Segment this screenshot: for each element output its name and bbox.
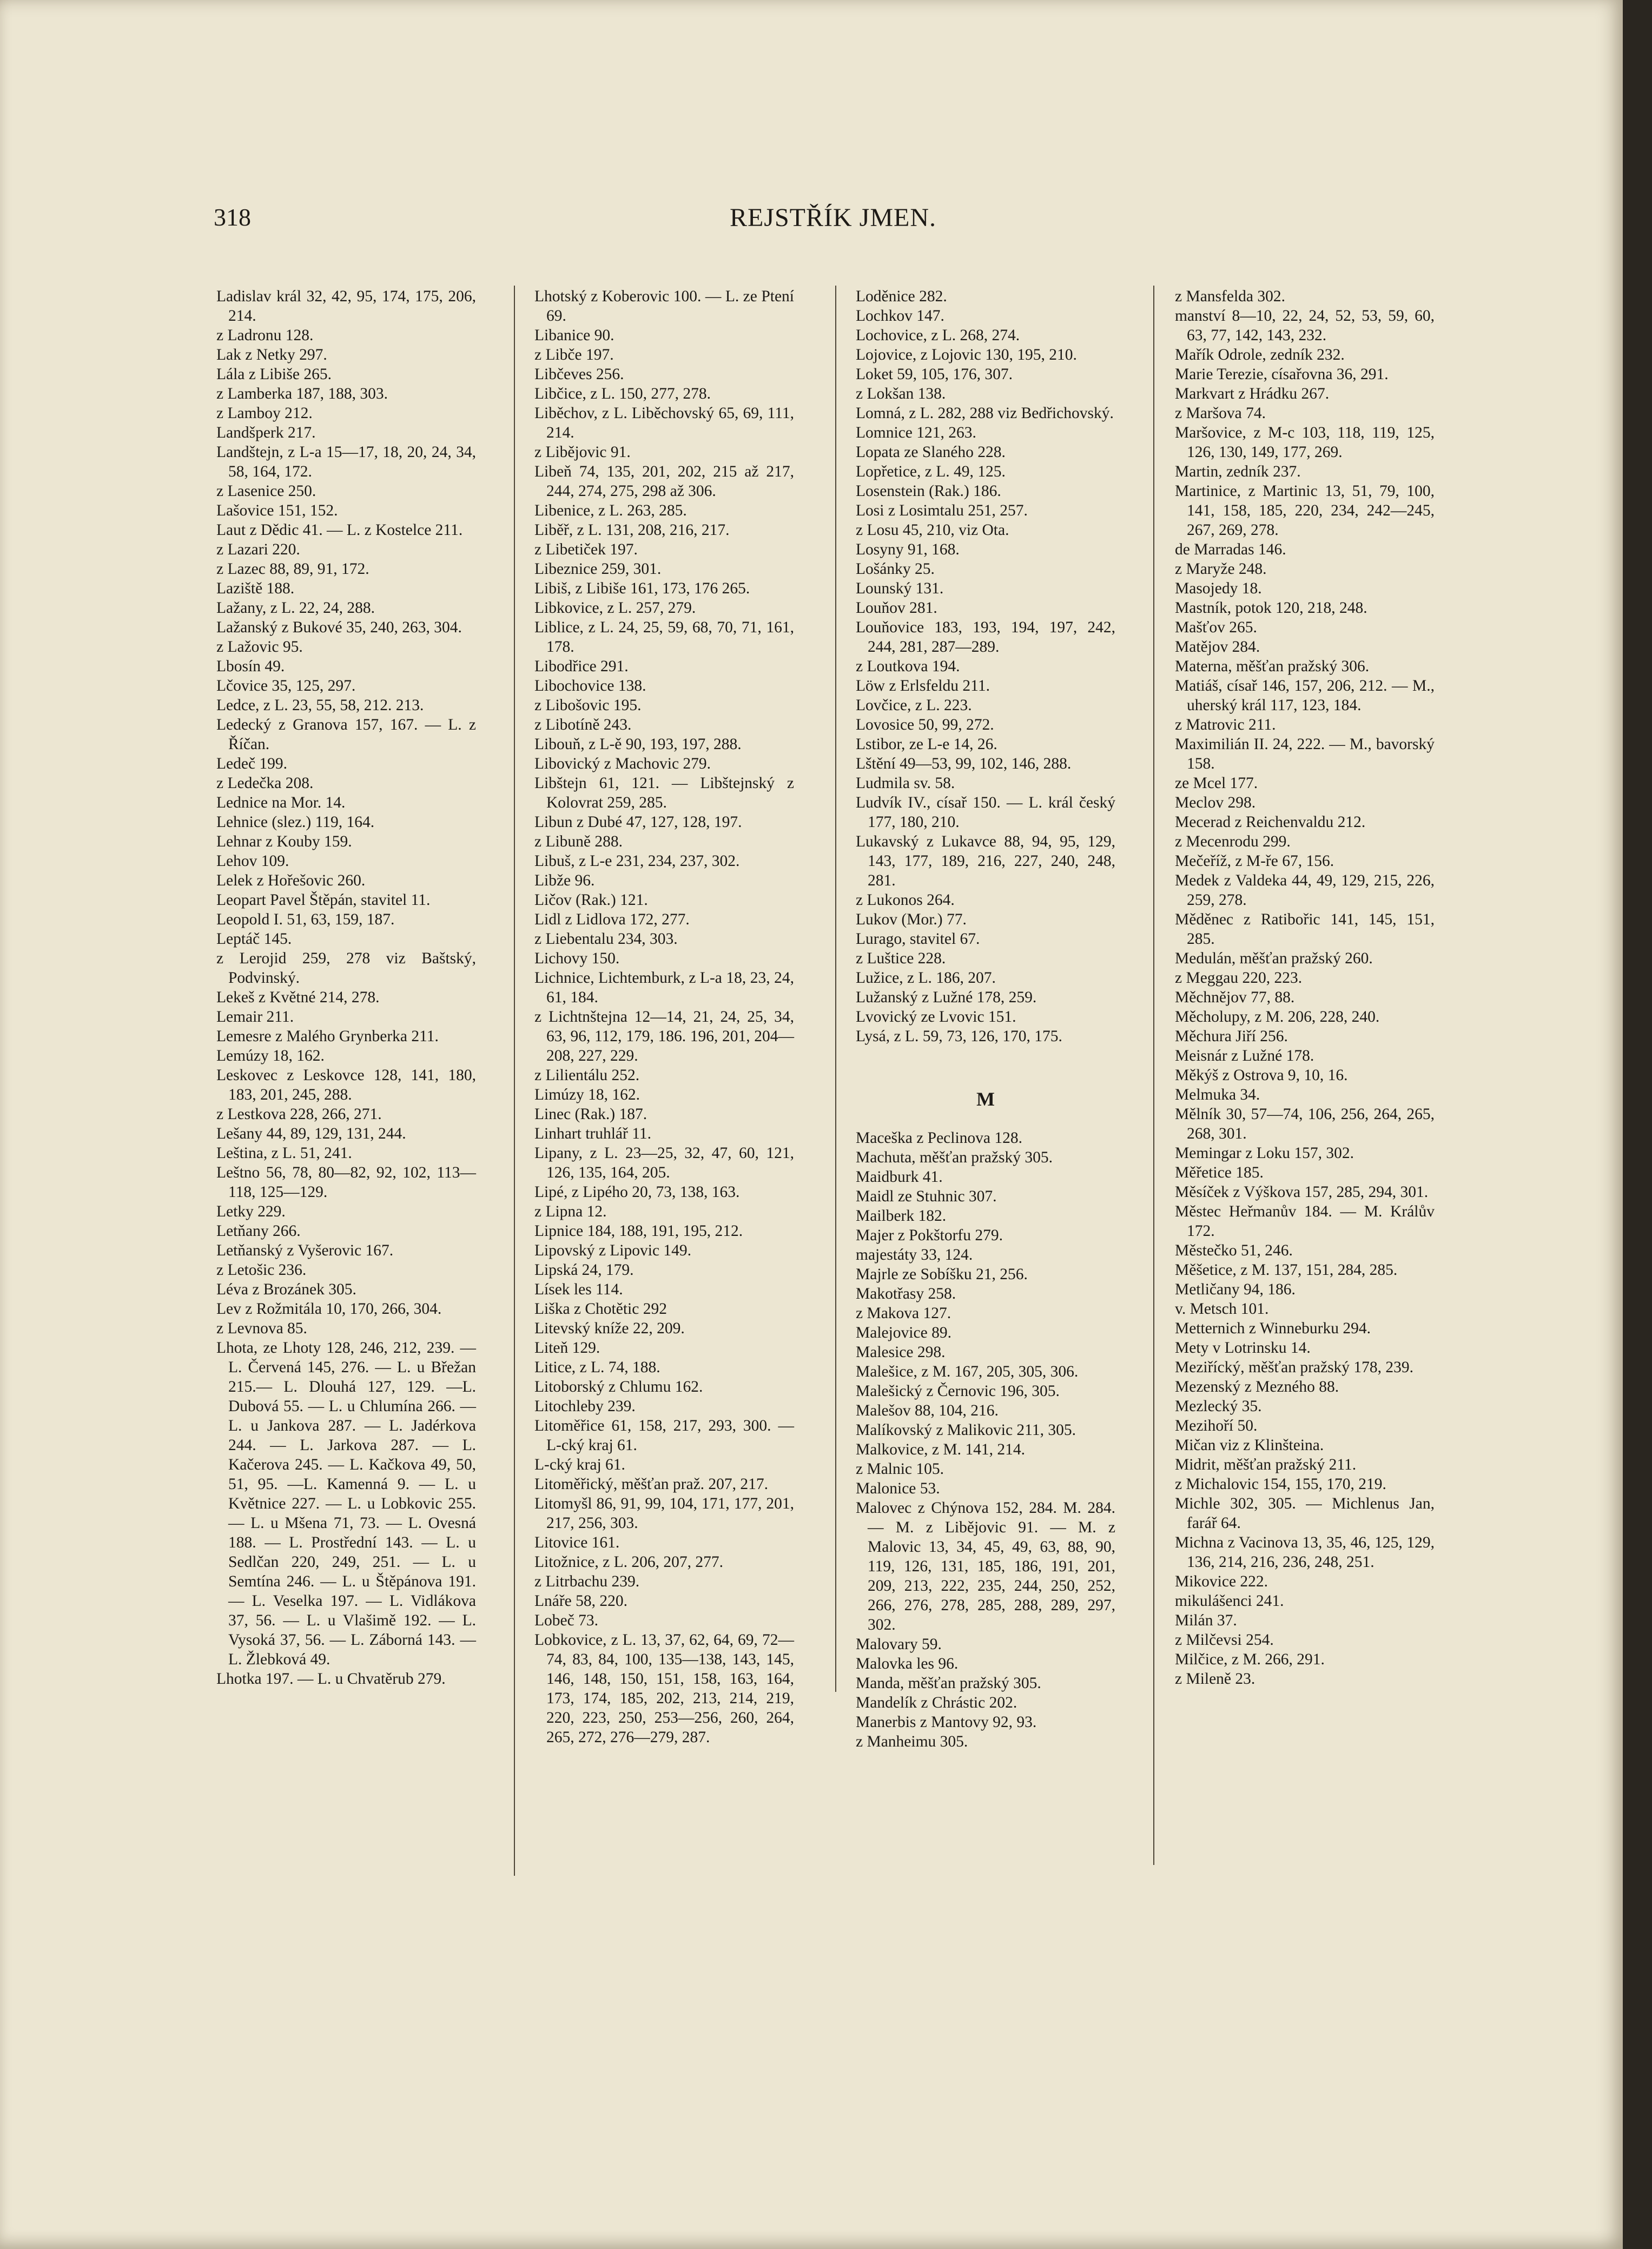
index-entry: Lovosice 50, 99, 272. <box>856 716 994 733</box>
index-entry: Lipnice 184, 188, 191, 195, 212. <box>534 1222 743 1240</box>
index-entry: Malovka les 96. <box>856 1655 959 1672</box>
index-entry: Michle 302, 305. — Michlenus Jan, farář 64. <box>1175 1495 1435 1532</box>
index-entry: Lužanský z Lužné 178, 259. <box>856 989 1037 1006</box>
index-entry: Lstibor, ze L-e 14, 26. <box>856 736 997 753</box>
index-entry: Libčeves 256. <box>534 366 624 383</box>
index-entry: Lála z Libiše 265. <box>216 366 332 383</box>
index-entry: Leopold I. 51, 63, 159, 187. <box>216 911 395 928</box>
index-entry: Ledeč 199. <box>216 755 288 772</box>
index-entry: Linhart truhlář 11. <box>534 1125 651 1142</box>
index-entry: Mičan viz z Klinšteina. <box>1175 1437 1324 1454</box>
index-entry: Lekeš z Květné 214, 278. <box>216 989 380 1006</box>
index-entry: Metličany 94, 186. <box>1175 1281 1296 1298</box>
index-entry: z Lukonos 264. <box>856 891 955 909</box>
index-entry: Lhota, ze Lhoty 128, 246, 212, 239. — L. Červená 145, 276. — L. u Břežan 215.— L. Dlouhá 127, 129. —L. Dubová 55. — L. u Chlumína 266. — L. u Jankova 287. — L. Jadérkova 244. — L. Jarkova 287. — L. Kačerova 245. — L. Kačkova 49, 50, 51, 95. —L. Kamenná 9. — L. u Květnice 227. — L. u Lobkovic 255. — L. u Mšena 71, 73. — L. Ovesná 188. — L. Prostřední 143. — L. u Sedlčan 220, 249, 251. — L. u Semtína 246. — L. u Štěpánova 191. — L. Veselka 197. — L. Vidlákova 37, 56. — L. u Vlašimě 192. — L. Vysoká 37, 56. — L. Záborná 143. — L. Žlebková 49. <box>216 1339 476 1668</box>
index-column-4 <box>1175 287 1435 1689</box>
index-entry: Lešany 44, 89, 129, 131, 244. <box>216 1125 406 1142</box>
index-entry: Liběř, z L. 131, 208, 216, 217. <box>534 521 730 539</box>
index-entry: Litochleby 239. <box>534 1398 636 1415</box>
index-entry: Letňany 266. <box>216 1222 301 1240</box>
index-entry: Lobeč 73. <box>534 1612 598 1629</box>
index-entry: z Liebentalu 234, 303. <box>534 930 678 948</box>
index-entry: Limúzy 18, 162. <box>534 1086 640 1103</box>
index-entry: Landštejn, z L-a 15—17, 18, 20, 24, 34, 58, 164, 172. <box>216 444 476 480</box>
index-entry: Lehnar z Kouby 159. <box>216 833 352 850</box>
index-entry: Marie Terezie, císařovna 36, 291. <box>1175 366 1389 383</box>
index-entry: Měkýš z Ostrova 9, 10, 16. <box>1175 1067 1348 1084</box>
index-entry: Lelek z Hořešovic 260. <box>216 872 366 889</box>
index-entry: Landšperk 217. <box>216 424 316 441</box>
index-entry: z Libotíně 243. <box>534 716 632 733</box>
index-entry: Lažanský z Bukové 35, 240, 263, 304. <box>216 619 462 636</box>
index-entry: Libouň, z L-ě 90, 193, 197, 288. <box>534 736 742 753</box>
page-header <box>214 203 1452 241</box>
index-entry: Mandelík z Chrástic 202. <box>856 1694 1017 1711</box>
index-entry: z Lažovic 95. <box>216 638 303 656</box>
index-entry: Martin, zedník 237. <box>1175 463 1301 480</box>
index-entry: Měchnějov 77, 88. <box>1175 989 1295 1006</box>
index-entry: Lomnice 121, 263. <box>856 424 976 441</box>
index-entry: Ladislav král 32, 42, 95, 174, 175, 206, 214. <box>216 288 476 325</box>
index-entry: Leptáč 145. <box>216 930 292 948</box>
index-entry: Malonice 53. <box>856 1480 940 1497</box>
index-entry: Mastník, potok 120, 218, 248. <box>1175 599 1367 617</box>
index-entry: Lochovice, z L. 268, 274. <box>856 327 1020 344</box>
column-divider <box>514 286 515 1876</box>
index-entry: Lemesre z Malého Grynberka 211. <box>216 1028 439 1045</box>
index-entry: Liteň 129. <box>534 1339 600 1357</box>
section-letter: M <box>976 1088 995 1110</box>
index-entry: Leskovec z Leskovce 128, 141, 180, 183, 201, 245, 288. <box>216 1067 476 1103</box>
index-entry: Libuš, z L-e 231, 234, 237, 302. <box>534 852 740 870</box>
index-entry: z Loutkova 194. <box>856 658 960 675</box>
index-entry: Léva z Brozánek 305. <box>216 1281 356 1298</box>
index-entry: Martinice, z Martinic 13, 51, 79, 100, 141, 158, 185, 220, 234, 242—245, 267, 269, 278. <box>1175 482 1435 539</box>
index-entry: Lidl z Lidlova 172, 277. <box>534 911 690 928</box>
index-entry: Lehnice (slez.) 119, 164. <box>216 813 375 831</box>
index-column-2 <box>534 287 794 1747</box>
index-entry: Mezlecký 35. <box>1175 1398 1262 1415</box>
index-entry: Melmuka 34. <box>1175 1086 1260 1103</box>
index-entry: Libenice, z L. 263, 285. <box>534 502 687 519</box>
index-entry: Mečeříž, z M-ře 67, 156. <box>1175 852 1334 870</box>
index-entry: Leština, z L. 51, 241. <box>216 1145 352 1162</box>
index-entry: Malešice, z M. 167, 205, 305, 306. <box>856 1363 1079 1380</box>
index-entry: Malesice 298. <box>856 1344 946 1361</box>
index-entry: Linec (Rak.) 187. <box>534 1106 647 1123</box>
index-entry: majestáty 33, 124. <box>856 1246 973 1264</box>
index-entry: Lounský 131. <box>856 580 944 597</box>
index-entry: Lichnice, Lichtemburk, z L-a 18, 23, 24, 61, 184. <box>534 969 794 1006</box>
index-entry: Maidl ze Stuhnic 307. <box>856 1188 997 1205</box>
index-entry: z Matrovic 211. <box>1175 716 1276 733</box>
index-entry: Mezenský z Mezného 88. <box>1175 1378 1339 1395</box>
index-entry: Lojovice, z Lojovic 130, 195, 210. <box>856 346 1077 363</box>
index-entry: Milán 37. <box>1175 1612 1237 1629</box>
index-entry: Ličov (Rak.) 121. <box>534 891 648 909</box>
column-divider <box>835 286 836 1692</box>
index-entry: z Mecenrodu 299. <box>1175 833 1291 850</box>
index-entry: Majrle ze Sobíšku 21, 256. <box>856 1266 1028 1283</box>
index-entry: Michna z Vacinova 13, 35, 46, 125, 129, 136, 214, 216, 236, 248, 251. <box>1175 1534 1435 1571</box>
index-column-3-m-entries <box>856 1128 1115 1751</box>
index-entry: Lopata ze Slaného 228. <box>856 444 1006 461</box>
index-entry: z Lazari 220. <box>216 541 300 558</box>
index-entry: Louňov 281. <box>856 599 937 617</box>
index-entry: Matějov 284. <box>1175 638 1260 656</box>
index-entry: z Lilientálu 252. <box>534 1067 640 1084</box>
index-entry: Litomyšl 86, 91, 99, 104, 171, 177, 201, 217, 256, 303. <box>534 1495 794 1532</box>
index-entry: Litice, z L. 74, 188. <box>534 1359 660 1376</box>
index-entry: Ludvík IV., císař 150. — L. král český 177, 180, 210. <box>856 794 1115 831</box>
index-entry: Lichovy 150. <box>534 950 620 967</box>
index-entry: Lipská 24, 179. <box>534 1261 634 1279</box>
index-entry: Ledce, z L. 23, 55, 58, 212. 213. <box>216 697 424 714</box>
index-entry: Lomná, z L. 282, 288 viz Bedřichovský. <box>856 405 1114 422</box>
index-entry: Lužice, z L. 186, 207. <box>856 969 996 987</box>
index-entry: Löw z Erlsfeldu 211. <box>856 677 990 694</box>
index-entry: Měcholupy, z M. 206, 228, 240. <box>1175 1008 1380 1026</box>
index-entry: Lhotský z Koberovic 100. — L. ze Ptení 69. <box>534 288 794 325</box>
index-entry: Matiáš, císař 146, 157, 206, 212. — M., uherský král 117, 123, 184. <box>1175 677 1435 714</box>
index-entry: Lukov (Mor.) 77. <box>856 911 967 928</box>
index-entry: z Lamberka 187, 188, 303. <box>216 385 388 402</box>
index-entry: Mikovice 222. <box>1175 1573 1268 1590</box>
index-entry: Libiš, z Libiše 161, 173, 176 265. <box>534 580 750 597</box>
index-entry: Litožnice, z L. 206, 207, 277. <box>534 1553 724 1571</box>
index-entry: Malovary 59. <box>856 1636 942 1653</box>
index-entry: z Levnova 85. <box>216 1320 307 1337</box>
index-entry: z Ladronu 128. <box>216 327 314 344</box>
index-entry: Malešický z Černovic 196, 305. <box>856 1383 1060 1400</box>
index-entry: Lipovský z Lipovic 149. <box>534 1242 692 1259</box>
index-entry: Lopřetice, z L. 49, 125. <box>856 463 1006 480</box>
index-entry: z Meggau 220, 223. <box>1175 969 1303 987</box>
index-entry: Mašťov 265. <box>1175 619 1257 636</box>
index-entry: Litoměřický, měšťan praž. 207, 217. <box>534 1476 769 1493</box>
index-entry: Litoborský z Chlumu 162. <box>534 1378 703 1395</box>
index-entry: Libanice 90. <box>534 327 614 344</box>
index-entry: Laut z Dědic 41. — L. z Kostelce 211. <box>216 521 463 539</box>
index-entry: Lošánky 25. <box>856 560 935 578</box>
index-entry: z Libošovic 195. <box>534 697 642 714</box>
index-entry: Malešov 88, 104, 216. <box>856 1402 999 1419</box>
index-entry: Liběchov, z L. Liběchovský 65, 69, 111, 214. <box>534 405 794 441</box>
index-entry: Meisnár z Lužné 178. <box>1175 1047 1314 1064</box>
index-entry: Lipany, z L. 23—25, 32, 47, 60, 121, 126, 135, 164, 205. <box>534 1145 794 1181</box>
index-entry: z Lerojid 259, 278 viz Baštský, Podvinský. <box>216 950 476 987</box>
index-entry: Měšetice, z M. 137, 151, 284, 285. <box>1175 1261 1398 1279</box>
index-entry: Losi z Losimtalu 251, 257. <box>856 502 1028 519</box>
index-entry: Malkovice, z M. 141, 214. <box>856 1441 1025 1458</box>
index-entry: Malíkovský z Malikovic 211, 305. <box>856 1421 1076 1439</box>
index-entry: Ledecký z Granova 157, 167. — L. z Říčan. <box>216 716 476 753</box>
index-entry: de Marradas 146. <box>1175 541 1286 558</box>
index-entry: Materna, měšťan pražský 306. <box>1175 658 1370 675</box>
index-entry: Libeznice 259, 301. <box>534 560 662 578</box>
index-entry: Meziřícký, měšťan pražský 178, 239. <box>1175 1359 1414 1376</box>
index-entry: z Libče 197. <box>534 346 614 363</box>
index-entry: Letňanský z Vyšerovic 167. <box>216 1242 394 1259</box>
running-title: REJSTŘÍK JMEN. <box>729 203 937 232</box>
index-entry: Midrit, měšťan pražský 211. <box>1175 1456 1357 1473</box>
index-entry: L-cký kraj 61. <box>534 1456 625 1473</box>
index-entry: Metternich z Winneburku 294. <box>1175 1320 1371 1337</box>
index-entry: z Makova 127. <box>856 1305 951 1322</box>
index-entry: Losenstein (Rak.) 186. <box>856 482 1001 500</box>
index-entry: Lvovický ze Lvovic 151. <box>856 1008 1016 1026</box>
index-entry: Lštění 49—53, 99, 102, 146, 288. <box>856 755 1072 772</box>
index-entry: Libštejn 61, 121. — Libštejnský z Kolovrat 259, 285. <box>534 775 794 811</box>
index-entry: Městec Heřmanův 184. — M. Králův 172. <box>1175 1203 1435 1240</box>
index-entry: z Maryže 248. <box>1175 560 1267 578</box>
index-entry: Lísek les 114. <box>534 1281 623 1298</box>
index-entry: z Mansfelda 302. <box>1175 288 1285 305</box>
index-entry: Leštno 56, 78, 80—82, 92, 102, 113—118, 125—129. <box>216 1164 476 1201</box>
index-entry: Lašovice 151, 152. <box>216 502 338 519</box>
index-entry: Libun z Dubé 47, 127, 128, 197. <box>534 813 742 831</box>
index-entry: z Malnic 105. <box>856 1460 944 1478</box>
index-entry: Manerbis z Mantovy 92, 93. <box>856 1714 1037 1731</box>
index-entry: Libkovice, z L. 257, 279. <box>534 599 696 617</box>
index-entry: v. Metsch 101. <box>1175 1300 1269 1318</box>
index-entry: Masojedy 18. <box>1175 580 1262 597</box>
index-entry: z Mileně 23. <box>1175 1670 1255 1688</box>
index-entry: Maidburk 41. <box>856 1168 943 1186</box>
index-entry: Manda, měšťan pražský 305. <box>856 1675 1041 1692</box>
index-entry: z Luštice 228. <box>856 950 946 967</box>
index-entry: Maximilián II. 24, 222. — M., bavorský 158. <box>1175 736 1435 772</box>
index-entry: Lemair 211. <box>216 1008 294 1026</box>
index-entry: z Ledečka 208. <box>216 775 314 792</box>
index-entry: Měsíček z Výškova 157, 285, 294, 301. <box>1175 1183 1429 1201</box>
index-entry: Lhotka 197. — L. u Chvatěrub 279. <box>216 1670 446 1688</box>
index-entry: Lobkovice, z L. 13, 37, 62, 64, 69, 72—74, 83, 84, 100, 135—138, 143, 145, 146, 148, 150, 151, 158, 163, 164, 173, 174, 185, 202, 213, 214, 219, 220, 223, 250, 253—256, 260, 264, 265, 272, 276—279, 287. <box>534 1631 794 1746</box>
index-entry: Losyny 91, 168. <box>856 541 960 558</box>
index-entry: Mařík Odrole, zedník 232. <box>1175 346 1345 363</box>
index-entry: z Manheimu 305. <box>856 1733 968 1750</box>
index-entry: Litoměřice 61, 158, 217, 293, 300. — L-cký kraj 61. <box>534 1417 794 1454</box>
page-number: 318 <box>214 203 251 231</box>
index-entry: Loket 59, 105, 176, 307. <box>856 366 1013 383</box>
index-entry: Mailberk 182. <box>856 1207 947 1225</box>
index-entry: Lochkov 147. <box>856 307 944 325</box>
index-entry: Lažany, z L. 22, 24, 288. <box>216 599 375 617</box>
index-entry: Lysá, z L. 59, 73, 126, 170, 175. <box>856 1028 1062 1045</box>
index-column-3-l-entries <box>856 287 1115 1046</box>
index-entry: Lčovice 35, 125, 297. <box>216 677 356 694</box>
index-entry: Lurago, stavitel 67. <box>856 930 980 948</box>
index-entry: Makotřasy 258. <box>856 1285 956 1302</box>
index-entry: z Lokšan 138. <box>856 385 946 402</box>
index-entry: Litovice 161. <box>534 1534 620 1551</box>
index-entry: z Litrbachu 239. <box>534 1573 640 1590</box>
index-entry: Mety v Lotrinsku 14. <box>1175 1339 1311 1357</box>
index-entry: Libochovice 138. <box>534 677 646 694</box>
index-entry: Libže 96. <box>534 872 595 889</box>
index-entry: Meclov 298. <box>1175 794 1256 811</box>
index-entry: Lednice na Mor. 14. <box>216 794 346 811</box>
index-entry: Milčice, z M. 266, 291. <box>1175 1651 1325 1668</box>
index-entry: Louňovice 183, 193, 194, 197, 242, 244, 281, 287—289. <box>856 619 1115 656</box>
index-entry: Libeň 74, 135, 201, 202, 215 až 217, 244, 274, 275, 298 až 306. <box>534 463 794 500</box>
index-entry: Mělník 30, 57—74, 106, 256, 264, 265, 268, 301. <box>1175 1106 1435 1142</box>
index-entry: Majer z Pokštorfu 279. <box>856 1227 1003 1244</box>
index-entry: z Michalovic 154, 155, 170, 219. <box>1175 1476 1386 1493</box>
index-entry: Malovec z Chýnova 152, 284. M. 284. — M. z Libějovic 91. — M. z Malovic 13, 34, 45, 49, 63, 88, 90, 119, 126, 131, 185, 186, 191, 201, 209, 213, 222, 235, 244, 250, 252, 266, 276, 278, 285, 288, 289, 297, 302. <box>856 1499 1115 1633</box>
index-entry: Lovčice, z L. 223. <box>856 697 972 714</box>
index-entry: Ludmila sv. 58. <box>856 775 955 792</box>
index-entry: Markvart z Hrádku 267. <box>1175 385 1330 402</box>
index-entry: Maceška z Peclinova 128. <box>856 1129 1023 1147</box>
index-entry: z Letošic 236. <box>216 1261 307 1279</box>
index-entry: z Lamboy 212. <box>216 405 313 422</box>
index-entry: Liblice, z L. 24, 25, 59, 68, 70, 71, 161, 178. <box>534 619 794 656</box>
index-entry: Lnáře 58, 220. <box>534 1592 628 1610</box>
index-entry: Litevský kníže 22, 209. <box>534 1320 685 1337</box>
index-entry: z Lipna 12. <box>534 1203 607 1220</box>
index-column-1 <box>216 287 476 1689</box>
index-entry: Loděnice 282. <box>856 288 947 305</box>
index-entry: ze Mcel 177. <box>1175 775 1258 792</box>
index-column-3 <box>856 287 1115 1751</box>
index-entry: Leopart Pavel Štěpán, stavitel 11. <box>216 891 431 909</box>
index-entry: Malejovice 89. <box>856 1324 951 1341</box>
index-entry: Maršovice, z M-c 103, 118, 119, 125, 126, 130, 149, 177, 269. <box>1175 424 1435 461</box>
index-entry: Měřetice 185. <box>1175 1164 1264 1181</box>
index-entry: Mezihoří 50. <box>1175 1417 1258 1434</box>
index-entry: Medek z Valdeka 44, 49, 129, 215, 226, 259, 278. <box>1175 872 1435 909</box>
index-entry: Lukavský z Lukavce 88, 94, 95, 129, 143, 177, 189, 216, 227, 240, 248, 281. <box>856 833 1115 889</box>
index-entry: Libčice, z L. 150, 277, 278. <box>534 385 711 402</box>
index-entry: Mecerad z Reichenvaldu 212. <box>1175 813 1366 831</box>
index-entry: z Libetiček 197. <box>534 541 638 558</box>
index-entry: z Milčevsi 254. <box>1175 1631 1274 1649</box>
index-entry: Lbosín 49. <box>216 658 285 675</box>
column-divider <box>1153 286 1154 1865</box>
index-entry: z Libuně 288. <box>534 833 623 850</box>
index-entry: z Lasenice 250. <box>216 482 316 500</box>
index-entry: Lak z Netky 297. <box>216 346 327 363</box>
index-entry: Memingar z Loku 157, 302. <box>1175 1145 1354 1162</box>
index-entry: z Lichtnštejna 12—14, 21, 24, 25, 34, 63, 96, 112, 179, 186. 196, 201, 204—208, 227, 229. <box>534 1008 794 1064</box>
index-entry: Libovický z Machovic 279. <box>534 755 711 772</box>
index-entry: Machuta, měšťan pražský 305. <box>856 1149 1053 1166</box>
index-entry: Liška z Chotětic 292 <box>534 1300 667 1318</box>
index-entry: z Lestkova 228, 266, 271. <box>216 1106 382 1123</box>
index-entry: z Maršova 74. <box>1175 405 1266 422</box>
index-entry: z Losu 45, 210, viz Ota. <box>856 521 1009 539</box>
index-entry: Lev z Rožmitála 10, 170, 266, 304. <box>216 1300 442 1318</box>
index-entry: Letky 229. <box>216 1203 286 1220</box>
index-entry: Medulán, měšťan pražský 260. <box>1175 950 1373 967</box>
index-entry: z Libějovic 91. <box>534 444 631 461</box>
index-entry: z Lazec 88, 89, 91, 172. <box>216 560 369 578</box>
index-entry: Měděnec z Ratibořic 141, 145, 151, 285. <box>1175 911 1435 948</box>
index-entry: Lehov 109. <box>216 852 289 870</box>
index-entry: Městečko 51, 246. <box>1175 1242 1293 1259</box>
index-entry: Laziště 188. <box>216 580 295 597</box>
index-entry: Měchura Jiří 256. <box>1175 1028 1288 1045</box>
index-entry: Lemúzy 18, 162. <box>216 1047 325 1064</box>
index-entry: manství 8—10, 22, 24, 52, 53, 59, 60, 63, 77, 142, 143, 232. <box>1175 307 1435 344</box>
index-entry: Libodřice 291. <box>534 658 629 675</box>
index-entry: Lipé, z Lipého 20, 73, 138, 163. <box>534 1183 740 1201</box>
index-entry: mikulášenci 241. <box>1175 1592 1284 1610</box>
